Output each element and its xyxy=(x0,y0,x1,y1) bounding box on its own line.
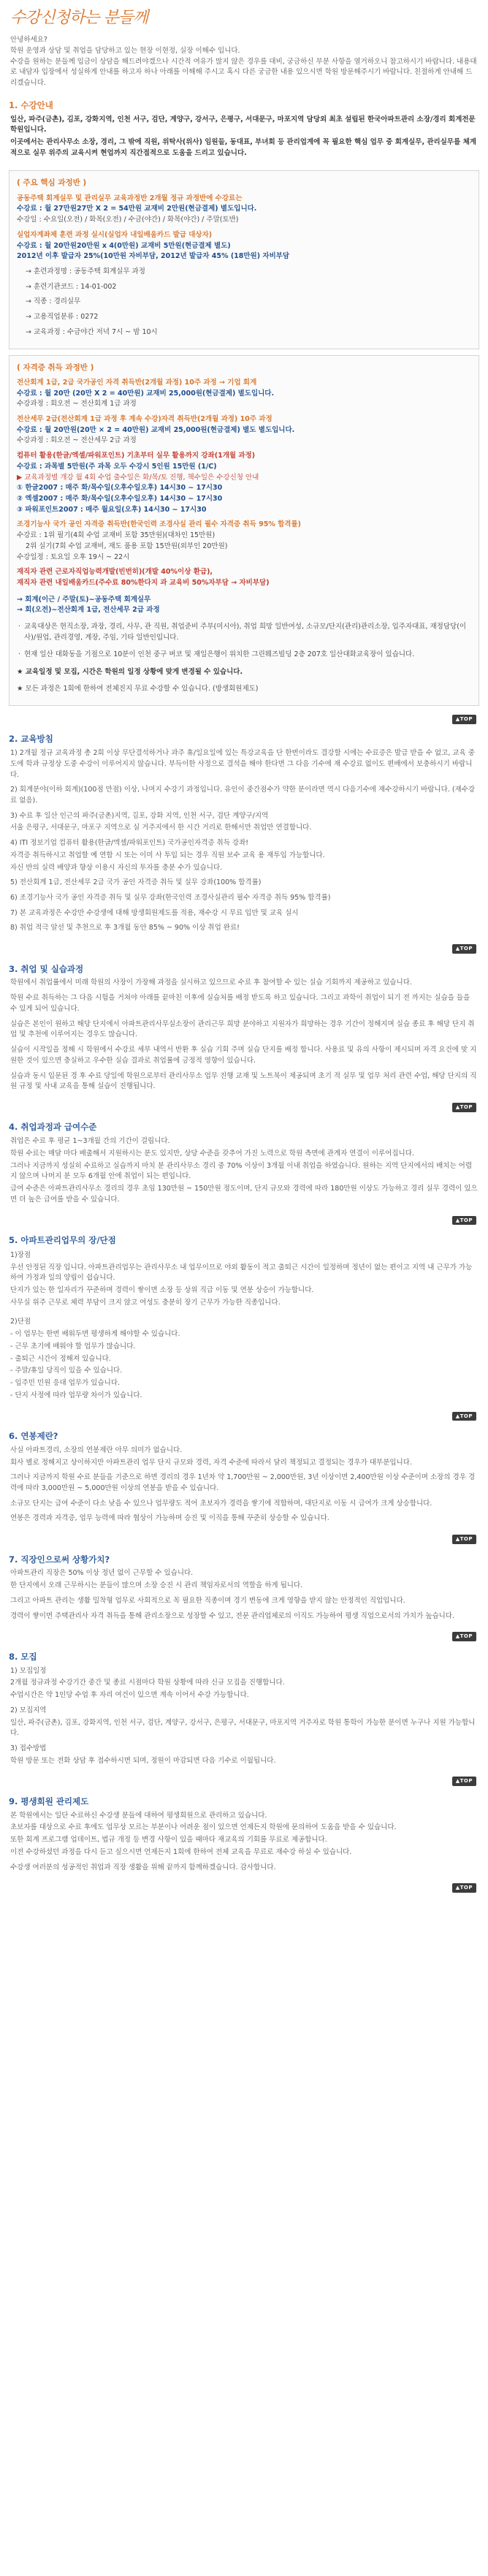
course-schedule: 수강일정 : 토요일 오후 19시 ~ 22시 xyxy=(17,552,130,561)
top-row xyxy=(6,1879,482,1898)
paragraph: 연봉은 경력과 자격증, 업무 능력에 따라 협상이 가능하며 승진 및 이직을 통해 꾸준히 상승할 수 있습니다. xyxy=(10,1514,329,1523)
course-item-landscape xyxy=(17,520,471,563)
scroll-top-button[interactable]: ▲TOP xyxy=(452,1632,476,1641)
paragraph: 2) 회계분야(이하 회계)(100점 만점) 이상, 나머지 수강기 과정입니다. 유인이 중간점수가 약한 분이라면 역시 다음기수에 재수강하시기 바랍니다. (재수강료 없음). xyxy=(10,786,476,805)
top-row xyxy=(6,940,482,959)
section-title-lifetime-member: 9. 평생회원 관리제도 xyxy=(9,1796,89,1806)
paragraph: 본 학원에서는 일단 수료하신 수강생 분들에 대하여 평생회원으로 관리하고 있습니다. xyxy=(10,1811,267,1820)
section-body-pros-cons xyxy=(6,1250,482,1407)
paragraph: 실습과 동시 입문된 경 후 수료 당일에 학원으로부터 관리사무소 업무 진행 교재 및 노트북이 제공되며 초기 적 실무 및 업무 처리 관련 수업, 해당 단지의 직원 규정 및 사내 교육을 통해 실습이 진행됩니다. xyxy=(10,1071,477,1091)
paragraph: 2) 모집지역 xyxy=(10,1706,47,1714)
paragraph: 사실 아파트경리, 소장의 연봉제란 아무 의미가 없습니다. xyxy=(10,1445,183,1454)
section-title-pros-cons: 5. 아파트관리업무의 장/단점 xyxy=(9,1235,116,1246)
paragraph: 이곳에서는 관리사무소 소장, 경리, 그 밖에 직원, 위탁사(위사) 임원들, 동대표, 부녀회 등 관리업계에 꼭 필요한 핵심 업무 중 회계실무, 관리실무를 체계적으로 실무 위주의 교육시켜 현업까지 직간접적으로 도움을 드리고 있습니다. xyxy=(10,137,476,157)
section-body-recruitment xyxy=(6,1666,482,1773)
course-fee: 수강료 : 월 20만원(20만 × 2 = 40만원) 교재비 25,000원(현금결제) 별도 별도입니다. xyxy=(17,425,295,434)
section-body-annual-salary xyxy=(6,1445,482,1530)
course-item-unemployed-account xyxy=(17,230,471,338)
course-lead: 조경기능사 국가 공인 자격증 취득반(한국인력 조경사실 관리 필수 자격증 취득 95% 합격률) xyxy=(17,520,301,529)
paragraph: 급여 수준은 아파트관리사무소 경리의 경우 초임 130만원 ~ 150만원 정도이며, 단지 규모와 경력에 따라 180만원 이상도 가능하고 경리 실무 경력이 있으면 더 높은 급여를 받을 수 있습니다. xyxy=(10,1185,478,1204)
course-item-accounting xyxy=(17,194,471,226)
intro-line: 안녕하세요? xyxy=(10,36,47,45)
paragraph: 8) 취업 적극 알선 및 추천으로 후 3개월 동안 85% ~ 90% 이상 취업 완료! xyxy=(10,924,240,932)
paragraph: 자격증 취득하시고 취업할 예 연합 시 또는 이미 사 투입 되는 경우 직원 보수 교육 용 재투입 가능합니다. xyxy=(10,851,325,859)
course-lead: 재직자 관련 내일배움카드(주수료 80%한다지 과 교육비 50%자부담 → 자비부담) xyxy=(17,579,270,588)
paragraph: 1) 2개월 정규 교육과정 총 2회 이상 무단결석하거나 과주 휴/일요일에 있는 특강교육을 단 한번이라도 결강할 시에는 수료증은 발급 받을 수 없고, 교육 중도에 학과 규정상 도중 수강이 이루어지지 않습니다. 부득이한 사정으로 결석을 해야 한다면 그 다음 기수에 재 수강료 없이도 편배에서 보충하시기 바랍니다. xyxy=(10,749,475,779)
course-detail: → 교육과정 : 수금야간 저녁 7시 ~ 밤 10시 xyxy=(26,327,158,336)
course-track: → 회계(이근 / 주말(토)~공동주택 회계실무 xyxy=(17,595,151,604)
box-title-certificate-courses: ( 자격증 취득 과정반 ) xyxy=(17,362,94,372)
section-body-education-policy xyxy=(6,748,482,940)
paragraph: 또한 회계 프로그램 업데이트, 법규 개정 등 변경 사항이 있을 때마다 재교육의 기회를 무료로 제공합니다. xyxy=(10,1836,327,1844)
paragraph: 회사 별로 정해지고 상이하지만 아파트관리 업무 단지 규모와 경력, 자격 수준에 따라서 달리 책정되고 결정되는 경우가 대부분입니다. xyxy=(10,1458,412,1467)
scroll-top-button[interactable]: ▲TOP xyxy=(452,715,476,724)
course-fee: 수강료 : 월 20만원20만원 x 4(0만원) 교재비 5만원(현금결제 별도) xyxy=(17,241,231,250)
paragraph: - 주말/휴일 당직이 있을 수 있습니다. xyxy=(10,1367,123,1375)
paragraph: 그리고 아파트 관리는 생활 밀착형 업무로 사회적으로 꼭 필요한 직종이며 경기 변동에 크게 영향을 받지 않는 안정적인 직업입니다. xyxy=(10,1596,405,1605)
course-fee: 수강료 : 월 27만원27만 X 2 = 54만원 교재비 2만원(현금결제) 별도입니다. xyxy=(17,205,257,213)
course-class: ③ 파워포인트2007 : 매주 월요일(오후) 14시30 ~ 17시30 xyxy=(17,505,207,514)
paragraph: 1) 모집일정 xyxy=(10,1666,47,1675)
course-note: · 현재 일산 대화동을 기점으로 10분이 인천 중구 버코 및 재일은행이 위치한 그린웨즈빌딩 2층 207호 일산대화교육장이 있습니다. xyxy=(17,650,471,661)
scroll-top-button[interactable]: ▲TOP xyxy=(452,1216,476,1226)
page-title: 수강신청하는 분들께 xyxy=(10,9,148,27)
top-row xyxy=(6,1098,482,1117)
paragraph: 5) 전산회계 1급, 전산세무 2급 국가 공인 자격증 취득 및 실무 강좌(100% 합격률) xyxy=(10,878,262,887)
paragraph: 아파트관리 직장은 50% 이상 정년 없이 근무할 수 있습니다. xyxy=(10,1569,194,1578)
top-row xyxy=(6,710,482,729)
section-title-career-value: 7. 직장인으로써 상황가치? xyxy=(9,1554,110,1565)
course-fee-note: 2012년 이후 발급자 25%(10만원 자비부담, 2012년 발급자 45% (18만원) 자비부담 xyxy=(17,252,290,261)
paragraph: 초보자를 대상으로 수료 후에도 업무상 모르는 부분이나 어려운 점이 있으면 언제든지 학원에 문의하여 도움을 받을 수 있습니다. xyxy=(10,1823,397,1832)
section-title-education-policy: 2. 교육방침 xyxy=(9,734,53,745)
course-item-computerized-tax xyxy=(17,414,471,447)
paragraph: - 출퇴근 시간이 정해져 있습니다. xyxy=(10,1354,111,1363)
course-lead: 재직자 관련 근로자직업능력개발(빈번히)(개발 40%이상 환급), xyxy=(17,568,213,577)
paragraph: 단지가 있는 한 일자리가 꾸준하며 경력이 쌓이면 소장 등 상위 직급 이동 및 연봉 상승이 가능합니다. xyxy=(10,1286,314,1295)
course-note: · 교육대상은 현직소장, 과장, 경리, 사무, 관 직원, 취업준비 주부(미시아), 취업 희망 일반여성, 소규모/단지(관리)관리소장, 입주자대표, 재정담당(이사)/원업, 관리경영, 계장, 주임, 기타 일반인입니다. xyxy=(17,622,471,643)
paragraph: 3) 수료 후 일산 인근의 파주(금촌)지역, 김포, 강화 지역, 인천 서구, 검단 계양구/지역 xyxy=(10,811,269,820)
scroll-top-button[interactable]: ▲TOP xyxy=(452,1103,476,1112)
paragraph: 한 단지에서 오래 근무하시는 분들이 많으며 소장 승진 시 관리 책임자로서의 역할을 하게 됩니다. xyxy=(10,1581,303,1590)
course-detail: → 고용직업분류 : 0272 xyxy=(26,313,99,322)
course-fee: 수강료 : 1위 필기(4회 수업 교재비 포함 35만원)(대차인 15만원) xyxy=(17,531,216,540)
section-title-course-info: 1. 수강안내 xyxy=(9,99,53,110)
scroll-top-button[interactable]: ▲TOP xyxy=(452,1535,476,1544)
top-row xyxy=(6,1530,482,1549)
paragraph: 학원 수료 취득하는 그 다음 시험을 거쳐야 아래를 끝마친 이후에 실습처를 배정 받도록 하고 있습니다. 그리고 과학이 취업이 되기 전 까지는 실습을 들을 수 있게 되어 있습니다. xyxy=(10,994,470,1013)
course-lead: 실업자계좌제 훈련 과정 실시(실업자 내일배움카드 발급 대상자) xyxy=(17,230,213,239)
top-row xyxy=(6,1407,482,1426)
top-row xyxy=(6,1212,482,1231)
course-lead: 전산회계 1급, 2급 국가공인 자격 취득반(2개월 과정) 10주 과정 → 기업 회계 xyxy=(17,378,257,387)
paragraph: 7) 본 교육과정은 수강만 수강생에 대해 방생회원제도를 적용, 재수강 시 무료 입만 및 교육 실시 xyxy=(10,908,299,917)
course-detail: → 훈련기관코드 : 14-01-002 xyxy=(26,282,117,291)
course-schedule: 수강과정 : 회오전 ~ 전산세무 2급 과정 xyxy=(17,436,137,445)
paragraph: 3) 접수방법 xyxy=(10,1744,47,1752)
course-detail: → 훈련과정명 : 공동주택 회계실무 과정 xyxy=(26,267,145,276)
paragraph: 학원에서 취업률에서 미래 학원의 사장이 가장해 과정을 실시하고 있으므로 수료 후 참여할 수 있는 실습 기회까지 제공하고 있습니다. xyxy=(10,979,412,987)
scroll-top-button[interactable]: ▲TOP xyxy=(452,1777,476,1786)
paragraph: 6) 조경기능사 국가 공인 자격증 취득 및 실무 강좌(한국인력 조경사실관리 필수 자격증 취득 95% 합격률) xyxy=(10,894,331,902)
paragraph: 사무실 위주 근무로 체력 부담이 크지 않고 여성도 충분히 장기 근무가 가능한 직종입니다. xyxy=(10,1298,281,1307)
paragraph: 학원 방문 또는 전화 상담 후 접수하시면 되며, 정원이 마감되면 다음 기수로 이월됩니다. xyxy=(10,1756,276,1765)
paragraph: 그러나 지금까지 학원 수료 분들을 기준으로 하면 경리의 경우 1년차 약 1,700만원 ~ 2,000만원, 3년 이상이면 2,400만원 이상 수준이며 소장의 경우 경력에 따라 3,000만원 ~ 5,000만원 이상의 연봉을 받을 수 있습니다. xyxy=(10,1473,476,1492)
course-schedule: 수강일 : 수요일(오전) / 화목(오전) / 수금(야간) / 화목(야간) / 주말(토반) xyxy=(17,216,239,224)
course-fee: 2위 실기(7회 수업 교재비, 재도 품용 포함 15만원(외부인 20만원) xyxy=(26,542,228,550)
intro-block xyxy=(6,32,482,95)
course-note: ★ 모든 과정은 1회에 한하여 전체진지 무료 수강할 수 있습니다. (방생회원제도) xyxy=(17,685,259,694)
section-body-course-info xyxy=(6,115,482,165)
paragraph: 수강생 여러분의 성공적인 취업과 직장 생활을 위해 끝까지 함께하겠습니다. 감사합니다. xyxy=(10,1863,276,1872)
paragraph: 우선 안정된 직장 입니다. 아파트관리업무는 관리사무소 내 업무이므로 야외 활동이 적고 출퇴근 시간이 일정하며 정년이 없는 편이고 지역 내 근무가 가능하여 가정과 일의 양립이 쉽습니다. xyxy=(10,1263,473,1283)
paragraph: 서울 은평구, 서대문구, 마포구 지역으로 실 거주지에서 한 시간 거리로 한해서만 취업만 연결합니다. xyxy=(10,824,312,832)
paragraph: 수업시간은 약 1인당 수업 후 자리 여건이 있으면 계속 이어서 수강 가능합니다. xyxy=(10,1691,249,1700)
course-lead: 전산세무 2급(전산회계 1급 과정 후 계속 수강)자격 취득반(2개월 과정) 10주 과정 xyxy=(17,414,272,423)
course-schedule: 수강과정 : 회오전 ~ 전산회계 1급 과정 xyxy=(17,400,137,409)
paragraph: 이전 수강하셨던 과정을 다시 듣고 싶으시면 언제든지 1회에 한하여 전체 교육을 무료로 재수강 하실 수 있습니다. xyxy=(10,1847,352,1856)
course-schedule: ▶ 교육과정별 개강 월 4회 수업 출수일은 화/목/토 진행, 책수일은 수강신청 안내 xyxy=(17,473,259,482)
paragraph: 일산, 파주(금촌), 김포, 강화지역, 인천 서구, 검단, 계양구, 강서구, 은평구, 서대문구, 마포지역 거주자로 학원 통학이 가능한 분이면 누구나 지원 가능합니다. xyxy=(10,1718,476,1738)
course-fee: 수강료 : 월 20만 (20만 X 2 = 40만원) 교재비 25,000원(현금결제) 별도입니다. xyxy=(17,389,275,398)
course-item-employee-training xyxy=(17,567,471,694)
main-courses-box xyxy=(9,170,479,349)
paragraph: 실습이 시작일을 정해 시 학원에서 수강료 세부 내역서 반환 후 실습 기회 주며 실습 단지를 배정 합니다. 사용료 및 유의 사항이 제시되며 자격 요건에 맞 지원한 것이 있으면 충실하고 우수한 실습 결과로 취업률에 긍정적 영향이 있습니다. xyxy=(10,1046,477,1065)
course-track: → 회(오전)~전산회계 1급, 전산세무 2급 과정 xyxy=(17,606,160,615)
section-title-annual-salary: 6. 연봉제란? xyxy=(9,1431,58,1441)
section-title-employment: 3. 취업 및 실습과정 xyxy=(9,963,84,974)
course-note: ★ 교육일정 및 모집, 시간은 학원의 일정 상황에 맞게 변경될 수 있습니다. xyxy=(17,668,243,677)
intro-line: 수강을 원하는 분들께 입금이 상담을 해드려야겠으나 시간적 여유가 많지 않은 경우를 대비, 궁금하신 부분 사항을 열거하오니 참고하시기 바랍니다. 내용대로 내담자 입장에서 성실하게 안내를 하고자 하나 아래를 이해해 주시고 혹시 다른 궁금한 내용 있으시면 학원 방문해주시기 바랍니다. 친절하게 안내해 드리겠습니다. xyxy=(10,57,477,87)
paragraph: 소규모 단지는 급여 수준이 다소 낮을 수 있으나 업무량도 적어 초보자가 경력을 쌓기에 적합하며, 대단지로 이동 시 급여가 크게 상승합니다. xyxy=(10,1499,432,1508)
scroll-top-button[interactable]: ▲TOP xyxy=(452,1883,476,1893)
paragraph: 1)장점 xyxy=(10,1250,31,1259)
paragraph: 학원 수료는 매달 마다 배출해서 지원하시는 분도 있지만, 상당 수준을 갖추어 가진 노력으로 학원 측면에 관계자 연결이 이루어집니다. xyxy=(10,1149,414,1158)
top-row xyxy=(6,1627,482,1646)
paragraph: - 단지 사정에 따라 업무량 차이가 있습니다. xyxy=(10,1391,142,1399)
paragraph: - 이 업무는 한번 배워두면 평생하게 해야할 수 있습니다. xyxy=(10,1330,180,1339)
box-title-main-courses: ( 주요 핵심 과정반 ) xyxy=(17,178,87,188)
scroll-top-button[interactable]: ▲TOP xyxy=(452,1412,476,1421)
intro-line: 학원 운영과 상담 및 취업을 담당하고 있는 현장 이현정, 실장 이해수 입니다. xyxy=(10,46,240,55)
course-class: ② 엑셀2007 : 매주 화/목수일(오후수일오후) 14시30 ~ 17시30 xyxy=(17,495,223,503)
paragraph: 경력이 쌓이면 주택관리사 자격 취득을 통해 관리소장으로 성장할 수 있고, 전문 관리업체로의 이직도 가능하여 평생 직업으로서의 가치가 높습니다. xyxy=(10,1611,454,1620)
section-body-employment xyxy=(6,978,482,1098)
paragraph: 2)단점 xyxy=(10,1318,31,1326)
paragraph: 4) ITI 정보기업 컴퓨터 활용(한글/엑셀/파워포인트) 국가공인자격증 취득 강좌! xyxy=(10,839,249,848)
top-row xyxy=(6,1772,482,1791)
paragraph: 그러나 지금까지 성실히 수료하고 실습까지 마치 분 관리사무소 경리 중 70% 이상이 3개월 이내 취업을 하였습니다. 원하는 지역 단지에서의 배치는 어렵지 않으며 나머지 분 모두 6개월 안에 취업이 되는 편입니다. xyxy=(10,1161,473,1181)
paragraph: 자신 반의 실력 배양과 향상 이용시 자신의 투자를 충분 수가 있습니다. xyxy=(10,863,223,872)
section-title-recruitment: 8. 모집 xyxy=(9,1651,37,1662)
paragraph: 2개월 정규과정 수강기간 중간 및 종료 시점마다 학원 상황에 따라 신규 모집을 진행합니다. xyxy=(10,1679,285,1687)
course-fee: 수강료 : 과목별 5만원(주 과목 오두 수강시 5인원 15만원 (1/C) xyxy=(17,462,217,471)
section-title-salary: 4. 취업과정과 급여수준 xyxy=(9,1122,97,1133)
section-body-salary xyxy=(6,1136,482,1211)
section-body-lifetime-member xyxy=(6,1811,482,1880)
paragraph: 실습은 본인이 원하고 해당 단지에서 아파트관리사무실소장이 관리근무 희망 분야하고 지원자가 희망하는 경우 기간이 정해지며 실습 종료 후 해당 단지 취업 및 추천에 이루어지는 경우도 많습니다. xyxy=(10,1019,475,1039)
course-lead: 공동주택 회계실무 및 관리실무 교육과정반 2개월 정규 과정반에 수강료는 xyxy=(17,194,243,202)
course-detail: → 직종 : 경리실무 xyxy=(26,297,81,306)
paragraph: - 근무 초기에 배워야 할 업무가 많습니다. xyxy=(10,1342,136,1350)
course-class: ① 한글2007 : 매주 화/목수일(오후수일오후) 14시30 ~ 17시30 xyxy=(17,484,223,493)
course-lead: 컴퓨터 활용(한글/엑셀/파워포인트) 기초부터 실무 활용까지 강좌(1개월 과정) xyxy=(17,452,256,460)
certificate-courses-box xyxy=(9,355,479,706)
paragraph: 일산, 파주(금촌), 김포, 강화지역, 인천 서구, 검단, 계양구, 강서구, 은평구, 서대문구, 마포지역 담당외 최초 설립된 한국아파트관리 소장/경리 회계전문학원입니다. xyxy=(10,115,476,134)
scroll-top-button[interactable]: ▲TOP xyxy=(452,944,476,954)
paragraph: - 입주민 민원 응대 업무가 있습니다. xyxy=(10,1379,121,1388)
section-body-career-value xyxy=(6,1568,482,1627)
course-item-computer-skills xyxy=(17,451,471,515)
course-item-computerized-accounting xyxy=(17,378,471,410)
paragraph: 취업은 수료 후 평균 1~3개월 간의 기간이 걸립니다. xyxy=(10,1137,170,1146)
